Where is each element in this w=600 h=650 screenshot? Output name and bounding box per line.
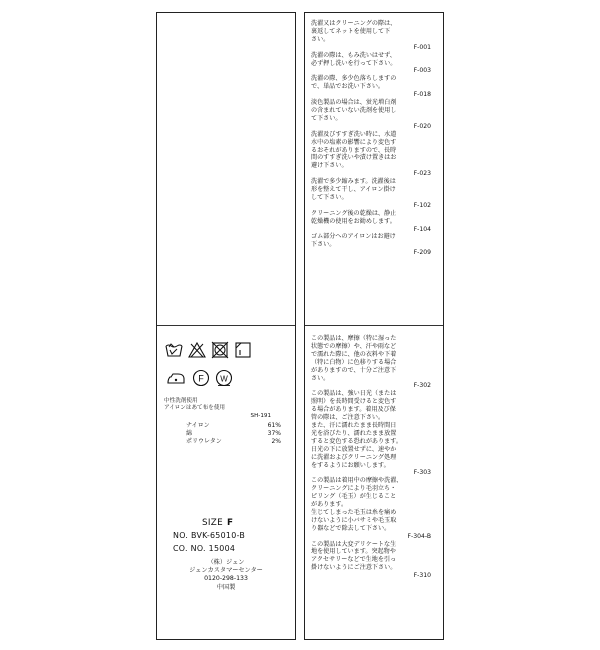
care-notes-bottom [311, 335, 431, 580]
care-instructions-text [164, 398, 225, 412]
size-value: F [226, 518, 234, 528]
care-note [311, 178, 431, 210]
care-note [311, 52, 431, 76]
care-note [311, 233, 431, 257]
care-notes-top [311, 20, 431, 257]
hand-wash-neutral-icon [165, 341, 183, 359]
care-note-code: F-018 [413, 91, 431, 99]
care-note-text: 洗濯の際は、もみ洗いはせず、 必ず押し洗いを行って下さい。 [311, 51, 397, 67]
care-label-right [304, 12, 444, 640]
care-note [311, 20, 431, 52]
fabric-material: ポリウレタン [186, 438, 222, 446]
fabric-material: 綿 [186, 430, 193, 438]
no-tumble-dry-icon [211, 341, 229, 359]
care-text-line: アイロンはあて布を使用 [164, 405, 226, 411]
care-note [311, 131, 431, 178]
care-note-code: F-310 [413, 572, 431, 580]
fabric-row [186, 422, 281, 430]
care-note-text: この製品は、強い日光（または 照明）を長時間受けると変色す る場合があります。着用及び保 管の際は、ご注意下さい。 また、汗に濡れたまま長時間日 光を浴びたり、濡れたまま放置 すると変色する恐れがあります。 日光の下に放置せずに、速やか に洗濯およびクリーニング処理 をするようにお願いします。 [311, 390, 402, 469]
company-name: （株）ジュン [207, 559, 245, 566]
size-line [202, 518, 233, 528]
care-note-code: F-102 [413, 201, 431, 209]
care-note-code: F-303 [413, 469, 431, 477]
standard-code: SH-191 [250, 413, 271, 419]
phone-number: 0120-298-133 [204, 575, 248, 583]
wet-clean-w-icon [215, 369, 233, 387]
care-note-code: F-020 [413, 122, 431, 130]
color-number: CO. NO. 15004 [173, 544, 236, 553]
care-note [311, 75, 431, 99]
manufacturer-info [157, 559, 295, 592]
fabric-percent: 37% [267, 430, 281, 438]
care-symbols-row-1 [165, 341, 252, 359]
care-note-code: F-104 [413, 225, 431, 233]
care-note [311, 477, 431, 540]
fold-line [157, 325, 295, 326]
care-note-text: この製品は、摩擦（特に湿った 状態での摩擦）や、汗や雨など で濡れた際に、他の衣料や下着 （特に白物）に色移りする場合 がありますので、十分ご注意下 さい。 [311, 335, 397, 382]
care-note-text: 淡色製品の場合は、蛍光増白剤 の含まれていない洗剤を使用し て下さい。 [311, 99, 397, 122]
care-note-code: F-304-B [407, 532, 431, 540]
care-note-code: F-209 [413, 249, 431, 257]
care-note-text: この製品は大変デリケートな生 地を使用しています。突起物や アクセサリーなどで生地を引っ 掛けないようにご注意下さい。 [311, 540, 397, 572]
care-note-code: F-023 [413, 170, 431, 178]
care-note-code: F-302 [413, 382, 431, 390]
care-note-code: F-003 [413, 67, 431, 75]
product-number: NO. BVK-65010-B [173, 531, 246, 540]
care-label-left [156, 12, 296, 640]
care-note-text: 洗濯で多少縮みます。洗濯後は 形を整えて干し、アイロン掛け して下さい。 [311, 178, 396, 201]
care-note-text: 洗濯及びすすぎ洗い時に、水道 水中の塩素の影響により変色す るおそれがありますので、長時 間のすすぎ洗いや漬け置きはお 避け下さい。 [311, 130, 397, 170]
fabric-percent: 2% [271, 438, 281, 446]
care-note-text: 洗濯又はクリーニングの際は、 裏返してネットを使用して下 さい。 [311, 20, 397, 43]
care-note [311, 99, 431, 131]
care-note-text: 洗濯の際、多少色落ちしますの で、単品でお洗い下さい。 [311, 75, 397, 91]
dry-clean-f-icon [192, 369, 210, 387]
country-of-origin: 中国製 [216, 583, 236, 591]
fabric-composition [186, 422, 281, 447]
size-label: SIZE [202, 518, 223, 528]
care-note-text: クリーニング後の乾燥は、静止 乾燥機の使用をお勧めします。 [311, 209, 397, 225]
care-text-line: 中性洗剤使用 [164, 398, 198, 404]
care-note [311, 335, 431, 390]
care-note [311, 541, 431, 581]
no-bleach-icon [188, 341, 206, 359]
fabric-material: ナイロン [186, 422, 210, 429]
care-note [311, 390, 431, 477]
care-note-text: この製品は着用中の摩擦や洗濯、 クリーニングにより毛羽立ち・ ピリング（毛玉）が生じること があります。 生じてしまった毛玉は糸を痛め けないように小バサミや毛玉取 り器などで除去して下さい。 [311, 477, 403, 532]
customer-center: ジュンカスタマーセンター [189, 567, 263, 575]
line-dry-shade-icon [234, 341, 252, 359]
svg-text:W: W [220, 374, 228, 384]
care-note [311, 210, 431, 234]
care-symbols-row-2 [165, 369, 233, 387]
fabric-percent: 61% [267, 422, 281, 429]
iron-low-icon [165, 369, 187, 387]
svg-text:F: F [198, 373, 204, 384]
fold-line [305, 325, 443, 326]
care-note-text: ゴム部分へのアイロンはお避け 下さい。 [311, 233, 396, 249]
care-note-code: F-001 [413, 43, 431, 51]
fabric-row [186, 438, 281, 446]
